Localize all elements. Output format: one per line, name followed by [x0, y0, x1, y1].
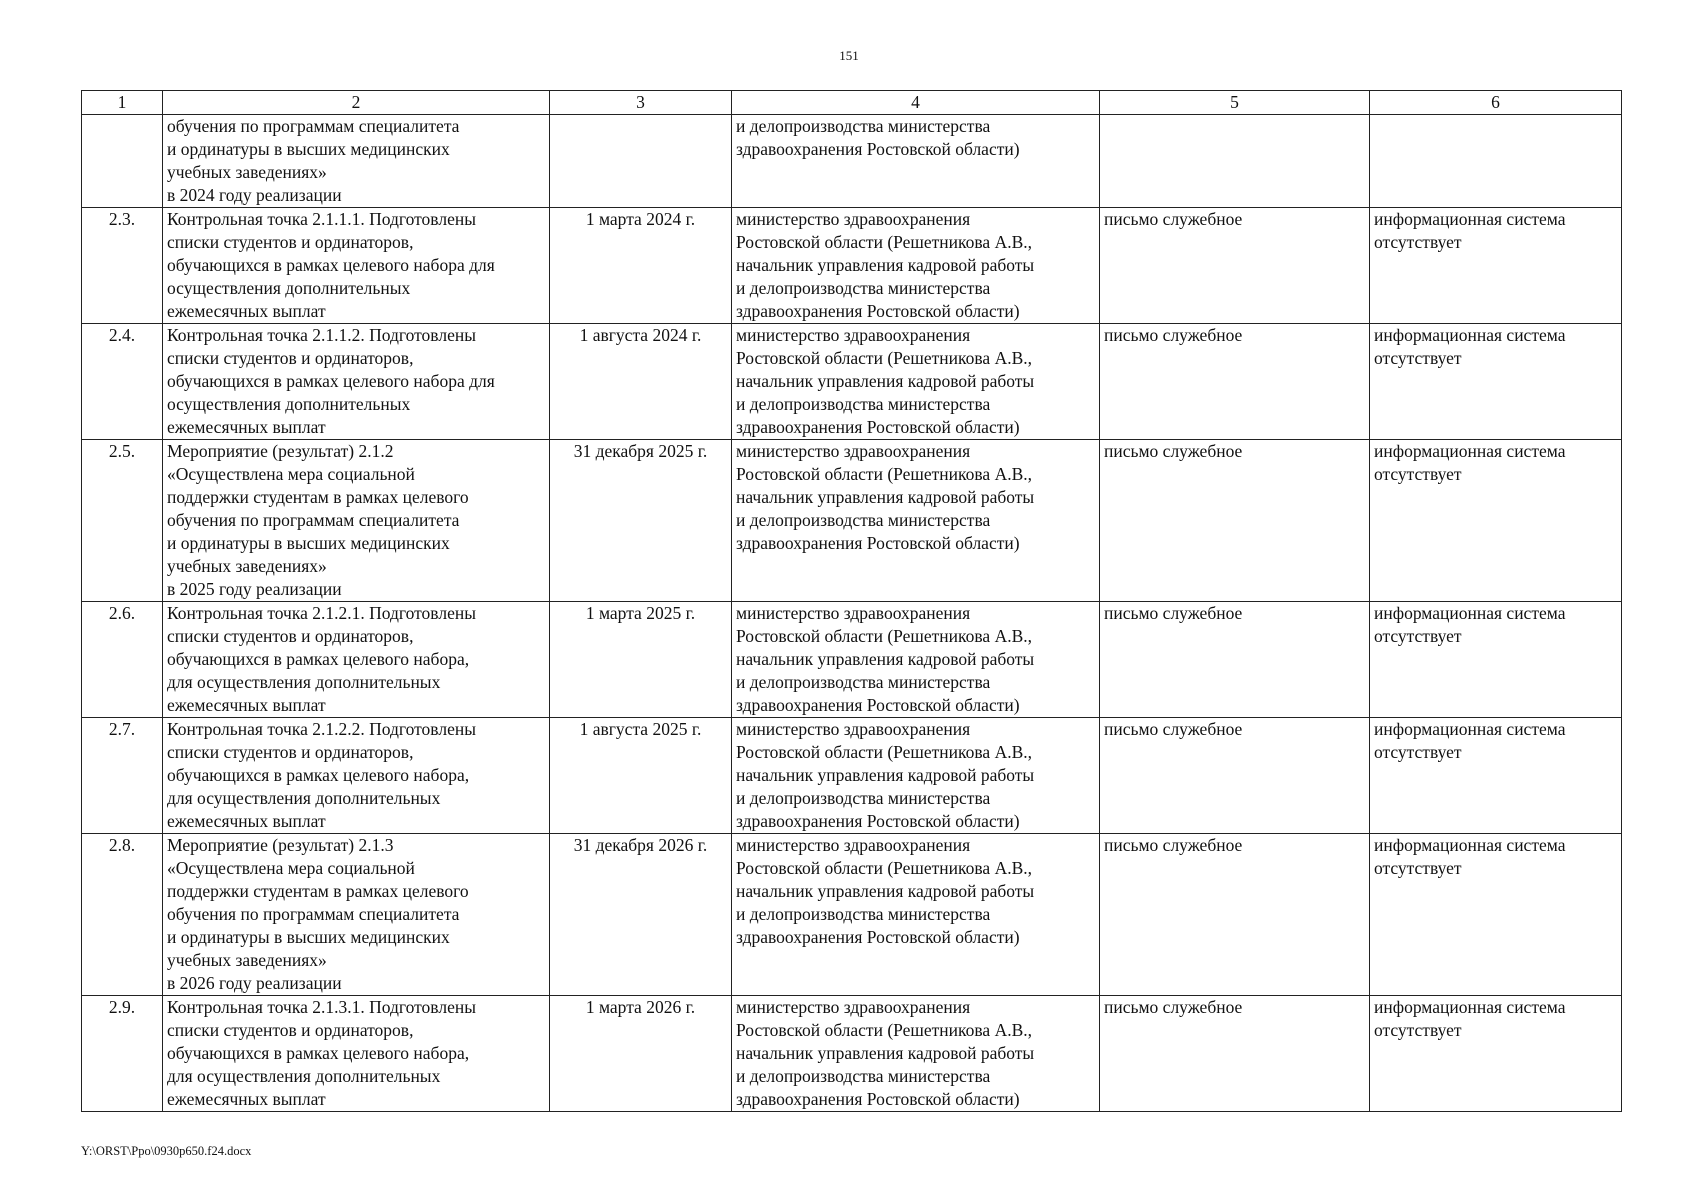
responsible-executor: и делопроизводства министерства здравоохранения Ростовской области)	[736, 116, 1020, 159]
confirming-document-cell	[1100, 996, 1370, 1112]
responsible-executor-cell	[732, 602, 1100, 718]
information-system-cell	[1370, 440, 1622, 602]
event-name-cell	[163, 440, 550, 602]
table-row	[82, 440, 1622, 602]
header-row	[82, 91, 1622, 115]
deadline-date-cell	[550, 718, 732, 834]
event-name: Контрольная точка 2.1.2.2. Подготовлены списки студентов и ординаторов, обучающихся в рамках целевого набора, для осуществления дополнительных ежемесячных выплат	[167, 719, 476, 831]
row-number: 2.5.	[108, 441, 136, 461]
confirming-document: письмо служебное	[1104, 209, 1243, 229]
page-number: 151	[839, 48, 859, 63]
confirming-document-cell	[1100, 602, 1370, 718]
table-header	[82, 91, 1622, 115]
confirming-document-cell	[1100, 115, 1370, 208]
confirming-document: письмо служебное	[1104, 835, 1243, 855]
responsible-executor-cell	[732, 324, 1100, 440]
event-name-cell	[163, 208, 550, 324]
row-number-cell	[82, 324, 163, 440]
responsible-executor-cell	[732, 440, 1100, 602]
plan-table	[81, 90, 1622, 1112]
deadline-date: 1 августа 2024 г.	[579, 325, 702, 345]
information-system: информационная система отсутствует	[1374, 209, 1566, 252]
responsible-executor-cell	[732, 718, 1100, 834]
confirming-document-cell	[1100, 834, 1370, 996]
responsible-executor: министерство здравоохранения Ростовской области (Решетникова А.В., начальник управления кадровой работы и делопроизводства министерства здравоохранения Ростовской области)	[736, 997, 1035, 1109]
table-row	[82, 115, 1622, 208]
deadline-date: 1 августа 2025 г.	[579, 719, 702, 739]
responsible-executor: министерство здравоохранения Ростовской области (Решетникова А.В., начальник управления кадровой работы и делопроизводства министерства здравоохранения Ростовской области)	[736, 719, 1035, 831]
event-name-cell	[163, 324, 550, 440]
row-number-cell	[82, 996, 163, 1112]
information-system-cell	[1370, 115, 1622, 208]
confirming-document: письмо служебное	[1104, 325, 1243, 345]
event-name-cell	[163, 834, 550, 996]
row-number: 2.7.	[108, 719, 136, 739]
table-body	[82, 115, 1622, 1112]
event-name: Контрольная точка 2.1.1.2. Подготовлены списки студентов и ординаторов, обучающихся в рамках целевого набора для осуществления дополнительных ежемесячных выплат	[167, 325, 495, 437]
event-name: обучения по программам специалитета и ординатуры в высших медицинских учебных заведениях» в 2024 году реализации	[167, 116, 460, 205]
information-system-cell	[1370, 208, 1622, 324]
responsible-executor: министерство здравоохранения Ростовской области (Решетникова А.В., начальник управления кадровой работы и делопроизводства министерства здравоохранения Ростовской области)	[736, 835, 1035, 947]
row-number-cell	[82, 208, 163, 324]
row-number-cell	[82, 440, 163, 602]
table-row	[82, 602, 1622, 718]
responsible-executor-cell	[732, 208, 1100, 324]
deadline-date: 31 декабря 2026 г.	[573, 835, 708, 855]
deadline-date: 1 марта 2024 г.	[585, 209, 696, 229]
row-number: 2.6.	[108, 603, 136, 623]
information-system-cell	[1370, 324, 1622, 440]
deadline-date-cell	[550, 834, 732, 996]
confirming-document-cell	[1100, 440, 1370, 602]
row-number-cell	[82, 718, 163, 834]
confirming-document-cell	[1100, 324, 1370, 440]
column-header-1: 1	[82, 91, 163, 115]
row-number-cell	[82, 834, 163, 996]
deadline-date-cell	[550, 324, 732, 440]
deadline-date: 1 марта 2026 г.	[585, 997, 696, 1017]
column-header-3: 3	[550, 91, 732, 115]
deadline-date-cell	[550, 996, 732, 1112]
responsible-executor-cell	[732, 115, 1100, 208]
table-row	[82, 208, 1622, 324]
row-number: 2.9.	[108, 997, 136, 1017]
row-number: 2.8.	[108, 835, 136, 855]
deadline-date: 1 марта 2025 г.	[585, 603, 696, 623]
information-system-cell	[1370, 996, 1622, 1112]
event-name-cell	[163, 718, 550, 834]
table-row	[82, 996, 1622, 1112]
footer-file-path: Y:\ORST\Ppo\0930p650.f24.docx	[81, 1144, 252, 1158]
row-number: 2.4.	[108, 325, 136, 345]
column-header-6: 6	[1370, 91, 1622, 115]
table-row	[82, 324, 1622, 440]
deadline-date-cell	[550, 440, 732, 602]
event-name: Контрольная точка 2.1.1.1. Подготовлены списки студентов и ординаторов, обучающихся в рамках целевого набора для осуществления дополнительных ежемесячных выплат	[167, 209, 495, 321]
information-system: информационная система отсутствует	[1374, 441, 1566, 484]
confirming-document-cell	[1100, 208, 1370, 324]
event-name: Мероприятие (результат) 2.1.3 «Осуществлена мера социальной поддержки студентам в рамках целевого обучения по программам специалитета и ординатуры в высших медицинских учебных заведениях» в 2026 году реализации	[167, 835, 469, 993]
confirming-document: письмо служебное	[1104, 997, 1243, 1017]
row-number-cell	[82, 115, 163, 208]
responsible-executor: министерство здравоохранения Ростовской области (Решетникова А.В., начальник управления кадровой работы и делопроизводства министерства здравоохранения Ростовской области)	[736, 441, 1035, 553]
column-header-5: 5	[1100, 91, 1370, 115]
responsible-executor: министерство здравоохранения Ростовской области (Решетникова А.В., начальник управления кадровой работы и делопроизводства министерства здравоохранения Ростовской области)	[736, 603, 1035, 715]
confirming-document: письмо служебное	[1104, 603, 1243, 623]
information-system-cell	[1370, 834, 1622, 996]
confirming-document: письмо служебное	[1104, 719, 1243, 739]
deadline-date-cell	[550, 602, 732, 718]
responsible-executor: министерство здравоохранения Ростовской области (Решетникова А.В., начальник управления кадровой работы и делопроизводства министерства здравоохранения Ростовской области)	[736, 325, 1035, 437]
deadline-date-cell	[550, 115, 732, 208]
information-system-cell	[1370, 718, 1622, 834]
column-header-2: 2	[163, 91, 550, 115]
table-row	[82, 834, 1622, 996]
deadline-date: 31 декабря 2025 г.	[573, 441, 708, 461]
information-system: информационная система отсутствует	[1374, 997, 1566, 1040]
event-name-cell	[163, 602, 550, 718]
event-name: Контрольная точка 2.1.3.1. Подготовлены списки студентов и ординаторов, обучающихся в рамках целевого набора, для осуществления дополнительных ежемесячных выплат	[167, 997, 476, 1109]
event-name: Мероприятие (результат) 2.1.2 «Осуществлена мера социальной поддержки студентам в рамках целевого обучения по программам специалитета и ординатуры в высших медицинских учебных заведениях» в 2025 году реализации	[167, 441, 469, 599]
responsible-executor-cell	[732, 834, 1100, 996]
confirming-document-cell	[1100, 718, 1370, 834]
event-name: Контрольная точка 2.1.2.1. Подготовлены списки студентов и ординаторов, обучающихся в рамках целевого набора, для осуществления дополнительных ежемесячных выплат	[167, 603, 476, 715]
event-name-cell	[163, 115, 550, 208]
row-number-cell	[82, 602, 163, 718]
responsible-executor-cell	[732, 996, 1100, 1112]
table-row	[82, 718, 1622, 834]
deadline-date-cell	[550, 208, 732, 324]
responsible-executor: министерство здравоохранения Ростовской области (Решетникова А.В., начальник управления кадровой работы и делопроизводства министерства здравоохранения Ростовской области)	[736, 209, 1035, 321]
event-name-cell	[163, 996, 550, 1112]
information-system-cell	[1370, 602, 1622, 718]
row-number: 2.3.	[108, 209, 136, 229]
confirming-document: письмо служебное	[1104, 441, 1243, 461]
information-system: информационная система отсутствует	[1374, 325, 1566, 368]
information-system: информационная система отсутствует	[1374, 835, 1566, 878]
information-system: информационная система отсутствует	[1374, 603, 1566, 646]
column-header-4: 4	[732, 91, 1100, 115]
information-system: информационная система отсутствует	[1374, 719, 1566, 762]
